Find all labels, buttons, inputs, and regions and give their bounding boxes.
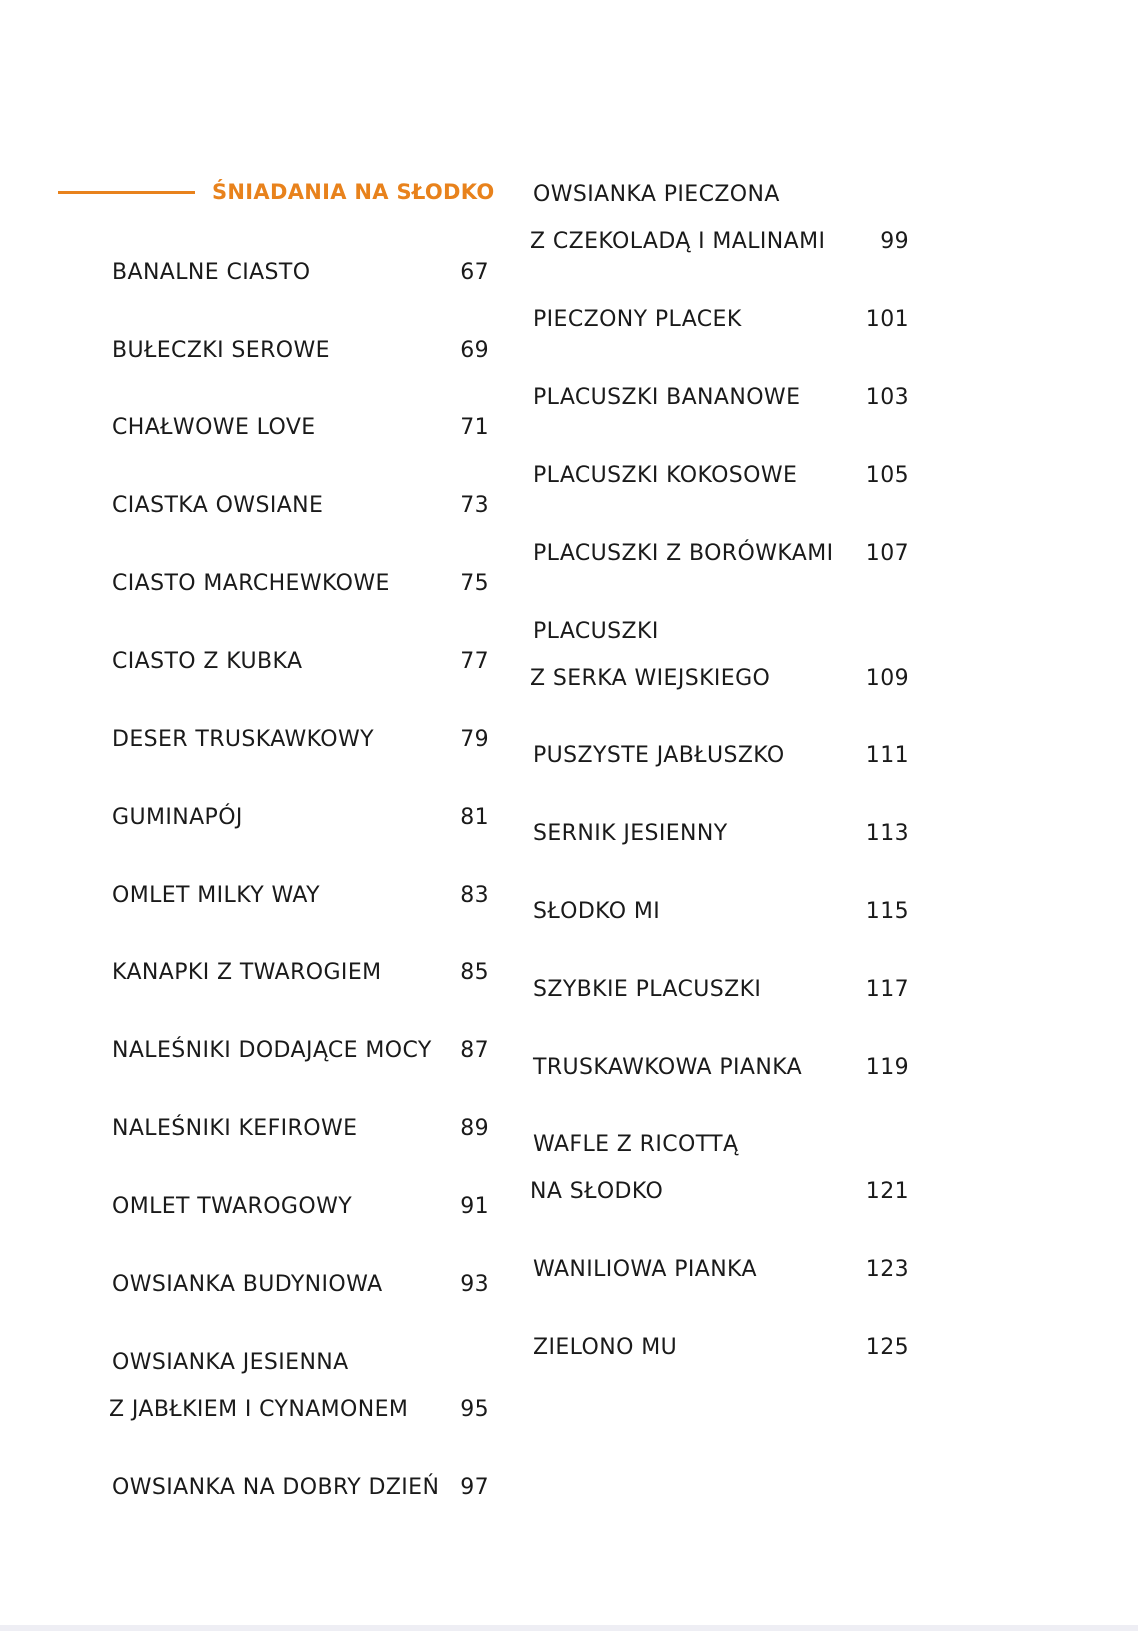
entry-title: DESER TRUSKAWKOWY	[112, 727, 374, 752]
entry-title: PLACUSZKI Z BORÓWKAMI	[533, 541, 834, 566]
entry-page-number: 101	[865, 307, 909, 332]
entry-title: OWSIANKA NA DOBRY DZIEŃ	[112, 1475, 440, 1500]
entry-title: PLACUSZKI BANANOWE	[533, 385, 801, 410]
entry-title: GUMINAPÓJ	[112, 805, 243, 830]
entry-page-number: 119	[865, 1055, 909, 1080]
entry-page-number: 75	[460, 571, 489, 596]
entry-title: OWSIANKA BUDYNIOWA	[112, 1272, 383, 1297]
entry-title: CIASTO MARCHEWKOWE	[112, 571, 390, 596]
entry-title-line2: Z JABŁKIEM I CYNAMONEM	[109, 1397, 409, 1422]
entry-page-number: 89	[460, 1116, 489, 1141]
entry-title: BANALNE CIASTO	[112, 260, 311, 285]
entry-title: TRUSKAWKOWA PIANKA	[533, 1055, 803, 1080]
entry-page-number: 99	[880, 229, 909, 254]
entry-title: ZIELONO MU	[533, 1335, 678, 1360]
entry-page-number: 67	[460, 260, 489, 285]
entry-title-line2: Z CZEKOLADĄ I MALINAMI	[530, 229, 826, 254]
entry-title: NALEŚNIKI KEFIROWE	[112, 1116, 358, 1141]
entry-page-number: 83	[460, 883, 489, 908]
entry-page-number: 105	[865, 463, 909, 488]
entry-page-number: 85	[460, 960, 489, 985]
entry-title: OWSIANKA JESIENNA	[112, 1350, 349, 1375]
entry-title: PLACUSZKI	[533, 619, 659, 644]
entry-title-line2: Z SERKA WIEJSKIEGO	[530, 666, 771, 691]
entry-title: OMLET TWAROGOWY	[112, 1194, 353, 1219]
entry-title: BUŁECZKI SEROWE	[112, 338, 330, 363]
entry-page-number: 121	[865, 1179, 909, 1204]
entry-page-number: 73	[460, 493, 489, 518]
entry-title: KANAPKI Z TWAROGIEM	[112, 960, 382, 985]
entry-title-line2: NA SŁODKO	[530, 1179, 664, 1204]
entry-page-number: 117	[865, 977, 909, 1002]
entry-title: WAFLE Z RICOTTĄ	[533, 1132, 739, 1157]
entry-page-number: 95	[460, 1397, 489, 1422]
entry-page-number: 113	[865, 821, 909, 846]
entry-page-number: 103	[865, 385, 909, 410]
entry-title: SZYBKIE PLACUSZKI	[533, 977, 762, 1002]
entry-page-number: 81	[460, 805, 489, 830]
entry-page-number: 77	[460, 649, 489, 674]
entry-title: SERNIK JESIENNY	[533, 821, 728, 846]
entry-title: NALEŚNIKI DODAJĄCE MOCY	[112, 1038, 432, 1063]
entry-title: OWSIANKA PIECZONA	[533, 182, 780, 207]
section-title: ŚNIADANIA NA SŁODKO	[212, 180, 495, 204]
entry-title: CIASTO Z KUBKA	[112, 649, 303, 674]
entry-page-number: 123	[865, 1257, 909, 1282]
entry-page-number: 87	[460, 1038, 489, 1063]
entry-page-number: 97	[460, 1475, 489, 1500]
entry-title: CIASTKA OWSIANE	[112, 493, 324, 518]
entry-page-number: 91	[460, 1194, 489, 1219]
entry-page-number: 109	[865, 666, 909, 691]
entry-title: SŁODKO MI	[533, 899, 661, 924]
entry-page-number: 111	[865, 743, 909, 768]
entry-page-number: 71	[460, 415, 489, 440]
entry-title: PIECZONY PLACEK	[533, 307, 742, 332]
entry-title: WANILIOWA PIANKA	[533, 1257, 757, 1282]
entry-page-number: 115	[865, 899, 909, 924]
entry-title: PLACUSZKI KOKOSOWE	[533, 463, 798, 488]
entry-page-number: 93	[460, 1272, 489, 1297]
entry-title: CHAŁWOWE LOVE	[112, 415, 316, 440]
section-accent-rule	[58, 191, 195, 194]
entry-title: PUSZYSTE JABŁUSZKO	[533, 743, 785, 768]
entry-page-number: 107	[865, 541, 909, 566]
entry-page-number: 79	[460, 727, 489, 752]
entry-page-number: 125	[865, 1335, 909, 1360]
entry-page-number: 69	[460, 338, 489, 363]
entry-title: OMLET MILKY WAY	[112, 883, 321, 908]
page-bottom-edge	[0, 1625, 1138, 1631]
